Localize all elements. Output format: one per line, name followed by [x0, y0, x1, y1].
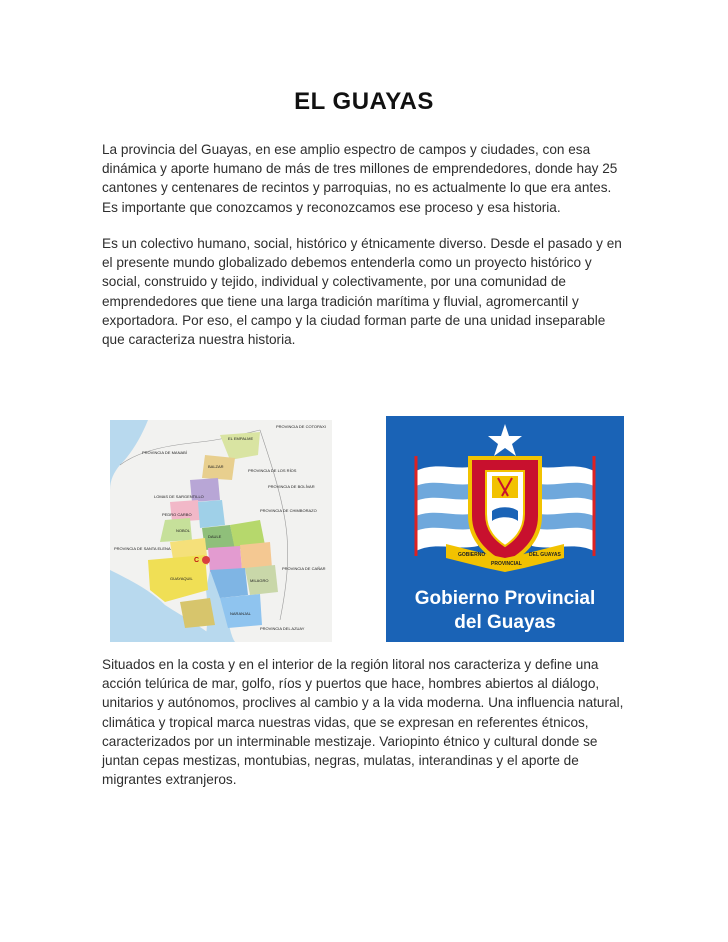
map-label-naranjal: NARANJAL [230, 611, 251, 616]
map-label-pedro-carbo: PEDRO CARBO [162, 512, 192, 517]
canton-duran [208, 546, 242, 572]
map-label-chimborazo: PROVINCIA DE CHIMBORAZO [260, 508, 317, 513]
logo-text-line2: del Guayas [454, 612, 556, 633]
map-label-cotopaxi: PROVINCIA DE COTOPAXI [276, 424, 326, 429]
map-label-empalme: EL EMPALME [228, 436, 254, 441]
ribbon-text-left: GOBIERNO [458, 552, 486, 558]
map-label-azuay: PROVINCIA DEL AZUAY [260, 626, 305, 631]
map-label-los-rios: PROVINCIA DE LOS RÍOS [248, 468, 297, 473]
map-label-lomas: LOMAS DE SARGENTILLO [154, 494, 204, 499]
canton-santa-lucia [198, 500, 225, 528]
map-label-manabi: PROVINCIA DE MANABÍ [142, 450, 187, 455]
guayas-map [110, 420, 332, 642]
guayas-map-image [110, 420, 332, 642]
map-label-daule: DAULE [208, 534, 222, 539]
gobierno-provincial-logo [386, 416, 624, 642]
coat-of-arms [386, 416, 624, 574]
page-title: EL GUAYAS [294, 88, 434, 115]
map-label-bolivar: PROVINCIA DE BOLÍVAR [268, 484, 315, 489]
map-label-canar: PROVINCIA DE CAÑAR [282, 566, 326, 571]
ribbon-text-right: DEL GUAYAS [529, 552, 561, 558]
logo-text-line1: Gobierno Provincial [414, 588, 596, 609]
map-label-guayaquil: GUAYAQUIL [170, 576, 193, 581]
map-label-balzar: BALZAR [208, 464, 224, 469]
star-icon [488, 424, 522, 456]
shield-icon [470, 458, 540, 564]
paragraph-coast [102, 655, 630, 789]
canton-playas [180, 598, 215, 628]
paragraph-collective: Es un colectivo humano, social, histórico y étnicamente diverso. Desde el pasado y en el presente mundo globalizado debemos entenderla como un proyecto histórico y social, construido y tejido, individual y colectivamente, por una comunidad de emprendedores que tiene una larga tradición marítima y fluvial, agromercantil y exportadora. Por eso, el campo y la ciudad forman parte de una unidad inseparable que caracteriza nuestra historia. [102, 236, 622, 348]
map-label-milagro: MILAGRO [250, 578, 269, 583]
map-city-marker-label: C [194, 557, 200, 564]
paragraph-intro: La provincia del Guayas, en ese amplio espectro de campos y ciudades, con esa dinámica y aporte humano de más de tres millones de emprendedores, donde hay 25 cantones y centenares de recintos y parroquias, no es actualmente lo que era antes. Es importante que conozcamos y reconozcamos ese proceso y esa historia. [102, 142, 618, 215]
ribbon-text-center: PROVINCIAL [491, 561, 522, 567]
paragraph-coast-text: Situados en la costa y en el interior de la región litoral nos caracteriza y define una acción telúrica de mar, golfo, ríos y puertos que hace, hombres abiertos al diálogo, unitarios y autónomos, proclives al cambio y a la vida moderna. Una influencia natural, climática y tropical marca nuestras vidas, que se expresan en referentes étnicos, caracterizados por un interminable mestizaje. Variopinto étnico y cultural donde se [102, 657, 624, 749]
paragraph-coast-continued: juntan cepas mestizas, montubias, negras, mulatas, interandinas y el aporte de migrantes extranjeros. [102, 753, 579, 788]
map-label-santa-elena: PROVINCIA DE SANTA ELENA [114, 546, 171, 551]
city-marker-icon [202, 556, 210, 564]
map-label-nobol: NOBOL [176, 528, 191, 533]
